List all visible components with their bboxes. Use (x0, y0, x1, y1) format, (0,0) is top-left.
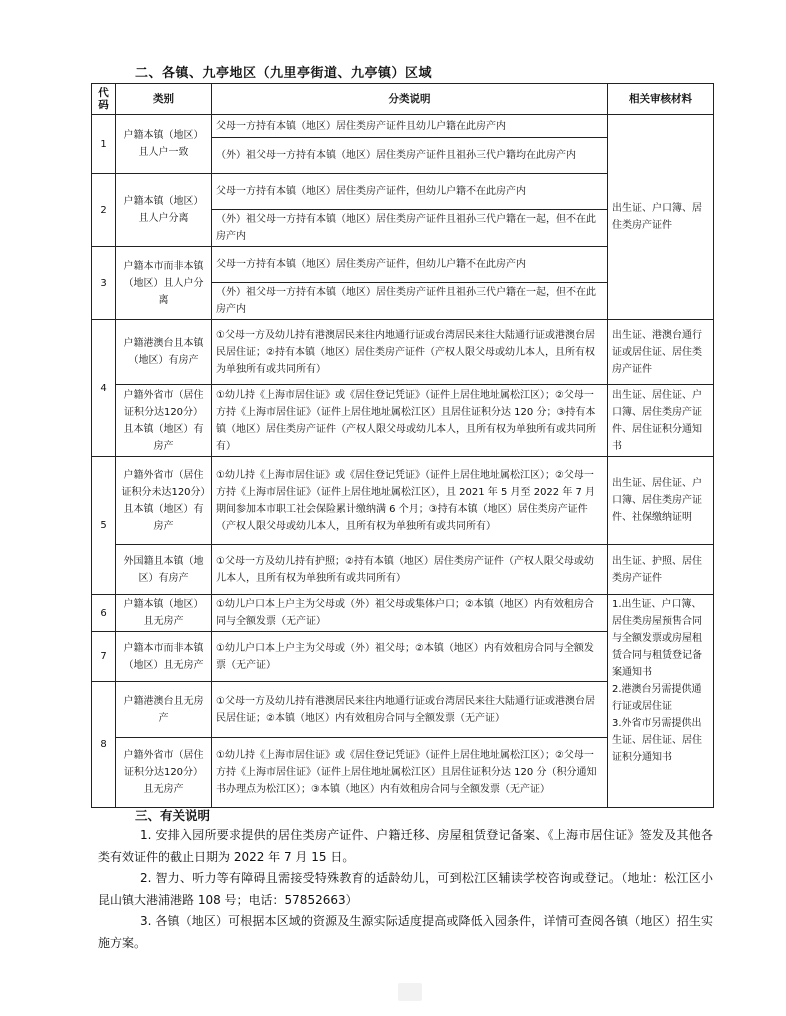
table-row (92, 545, 714, 595)
row-category: 户籍港澳台且无房产 (116, 682, 212, 738)
row-description: ①幼儿持《上海市居住证》或《居住登记凭证》（证件上居住地址属松江区）；②父母一方持《上海市居住证》（证件上居住地址属松江区），且 2021 年 5 月至 2022 年 7 月期间参加本市职工社会保险累计缴纳满 6 个月；③持有本镇（地区）居住类房产证件（产权人限父母或幼儿本人，且所有权为单独所有或共同所有） (212, 457, 608, 545)
header-code: 代码 (92, 84, 116, 115)
materials-cell: 出生证、港澳台通行证或居住证、居住类房产证件 (608, 320, 714, 385)
table-row (92, 385, 714, 457)
table-row (92, 115, 714, 138)
materials-cell: 1.出生证、户口簿、居住类房屋预售合同与全额发票或房屋租赁合同与租赁登记备案通知书 2.港澳台另需提供通行证或居住证 3.外省市另需提供出生证、居住证、居住证积分通知书 (608, 595, 714, 808)
materials-cell: 出生证、户口簿、居住类房产证件 (608, 115, 714, 320)
note-item: 3. 各镇（地区）可根据本区域的资源及生源实际适度提高或降低入园条件，详情可查阅各镇（地区）招生实施方案。 (98, 914, 713, 950)
row-category: 户籍本镇（地区）且人户分离 (116, 174, 212, 247)
header-category: 类别 (116, 84, 212, 115)
row-description: ①幼儿户口本上户主为父母或（外）祖父母或集体户口；②本镇（地区）内有效租房合同与全额发票（无产证） (212, 595, 608, 632)
row-code: 8 (92, 682, 116, 808)
table-row (92, 320, 714, 385)
row-description: ①父母一方及幼儿持有护照；②持有本镇（地区）居住类房产证件（产权人限父母或幼儿本人，且所有权为单独所有或共同所有） (212, 545, 608, 595)
row-category: 户籍外省市（居住证积分达120分）且本镇（地区）有房产 (116, 385, 212, 457)
row-code: 4 (92, 320, 116, 457)
row-category: 户籍外省市（居住证积分达120分）且无房产 (116, 738, 212, 808)
row-description: 父母一方持有本镇（地区）居住类房产证件，但幼儿户籍不在此房产内 (212, 174, 608, 210)
row-code: 2 (92, 174, 116, 247)
table-header-row (92, 84, 714, 115)
materials-cell: 出生证、居住证、户口簿、居住类房产证件、居住证积分通知书 (608, 385, 714, 457)
row-description: （外）祖父母一方持有本镇（地区）居住类房产证件且祖孙三代户籍在一起，但不在此房产内 (212, 210, 608, 247)
notes-section (98, 825, 713, 954)
row-code: 7 (92, 632, 116, 682)
table-row (92, 457, 714, 545)
row-description: ①幼儿持《上海市居住证》或《居住登记凭证》（证件上居住地址属松江区）；②父母一方持《上海市居住证》（证件上居住地址属松江区）且居住证积分达 120 分（积分通知书办理点为松江区）；③本镇（地区）内有效租房合同与全额发票（无产证） (212, 738, 608, 808)
row-category: 户籍本镇（地区）且无房产 (116, 595, 212, 632)
row-category: 户籍外省市（居住证积分未达120分）且本镇（地区）有房产 (116, 457, 212, 545)
page-footer-mark (398, 983, 422, 1001)
admission-table (91, 83, 714, 808)
materials-cell: 出生证、护照、居住类房产证件 (608, 545, 714, 595)
row-description: ①父母一方及幼儿持有港澳居民来往内地通行证或台湾居民来往大陆通行证或港澳台居民居住证；②持有本镇（地区）居住类房产证件（产权人限父母或幼儿本人，且所有权为单独所有或共同所有） (212, 320, 608, 385)
row-description: （外）祖父母一方持有本镇（地区）居住类房产证件且祖孙三代户籍均在此房产内 (212, 138, 608, 174)
row-description: ①幼儿户口本上户主为父母或（外）祖父母；②本镇（地区）内有效租房合同与全额发票（无产证） (212, 632, 608, 682)
row-description: 父母一方持有本镇（地区）居住类房产证件，但幼儿户籍不在此房产内 (212, 247, 608, 283)
row-code: 3 (92, 247, 116, 320)
row-code: 5 (92, 457, 116, 595)
section-title: 二、各镇、九亭地区（九里亭街道、九亭镇）区域 (135, 66, 433, 81)
row-code: 1 (92, 115, 116, 174)
header-materials: 相关审核材料 (608, 84, 714, 115)
row-code: 6 (92, 595, 116, 632)
row-category: 户籍本市而非本镇（地区）且人户分离 (116, 247, 212, 320)
note-item: 1. 安排入园所要求提供的居住类房产证件、户籍迁移、房屋租赁登记备案、《上海市居住证》签发及其他各类有效证件的截止日期为 2022 年 7 月 15 日。 (98, 828, 713, 864)
table-row (92, 595, 714, 632)
row-description: ①幼儿持《上海市居住证》或《居住登记凭证》（证件上居住地址属松江区）；②父母一方持《上海市居住证》（证件上居住地址属松江区）且居住证积分达 120 分；③持有本镇（地区）居住类房产证件（产权人限父母或幼儿本人，且所有权为单独所有或共同所有） (212, 385, 608, 457)
note-item: 2. 智力、听力等有障碍且需接受特殊教育的适龄幼儿，可到松江区辅读学校咨询或登记。（地址：松江区小昆山镇大港浦港路 108 号；电话：57852663） (98, 871, 713, 907)
header-description: 分类说明 (212, 84, 608, 115)
notes-title: 三、有关说明 (135, 808, 211, 823)
row-description: 父母一方持有本镇（地区）居住类房产证件且幼儿户籍在此房产内 (212, 115, 608, 138)
row-category: 外国籍且本镇（地区）有房产 (116, 545, 212, 595)
row-category: 户籍本市而非本镇（地区）且无房产 (116, 632, 212, 682)
row-category: 户籍港澳台且本镇（地区）有房产 (116, 320, 212, 385)
row-description: （外）祖父母一方持有本镇（地区）居住类房产证件且祖孙三代户籍在一起，但不在此房产内 (212, 283, 608, 320)
materials-cell: 出生证、居住证、户口簿、居住类房产证件、社保缴纳证明 (608, 457, 714, 545)
row-category: 户籍本镇（地区）且人户一致 (116, 115, 212, 174)
row-description: ①父母一方及幼儿持有港澳居民来往内地通行证或台湾居民来往大陆通行证或港澳台居民居住证；②本镇（地区）内有效租房合同与全额发票（无产证） (212, 682, 608, 738)
